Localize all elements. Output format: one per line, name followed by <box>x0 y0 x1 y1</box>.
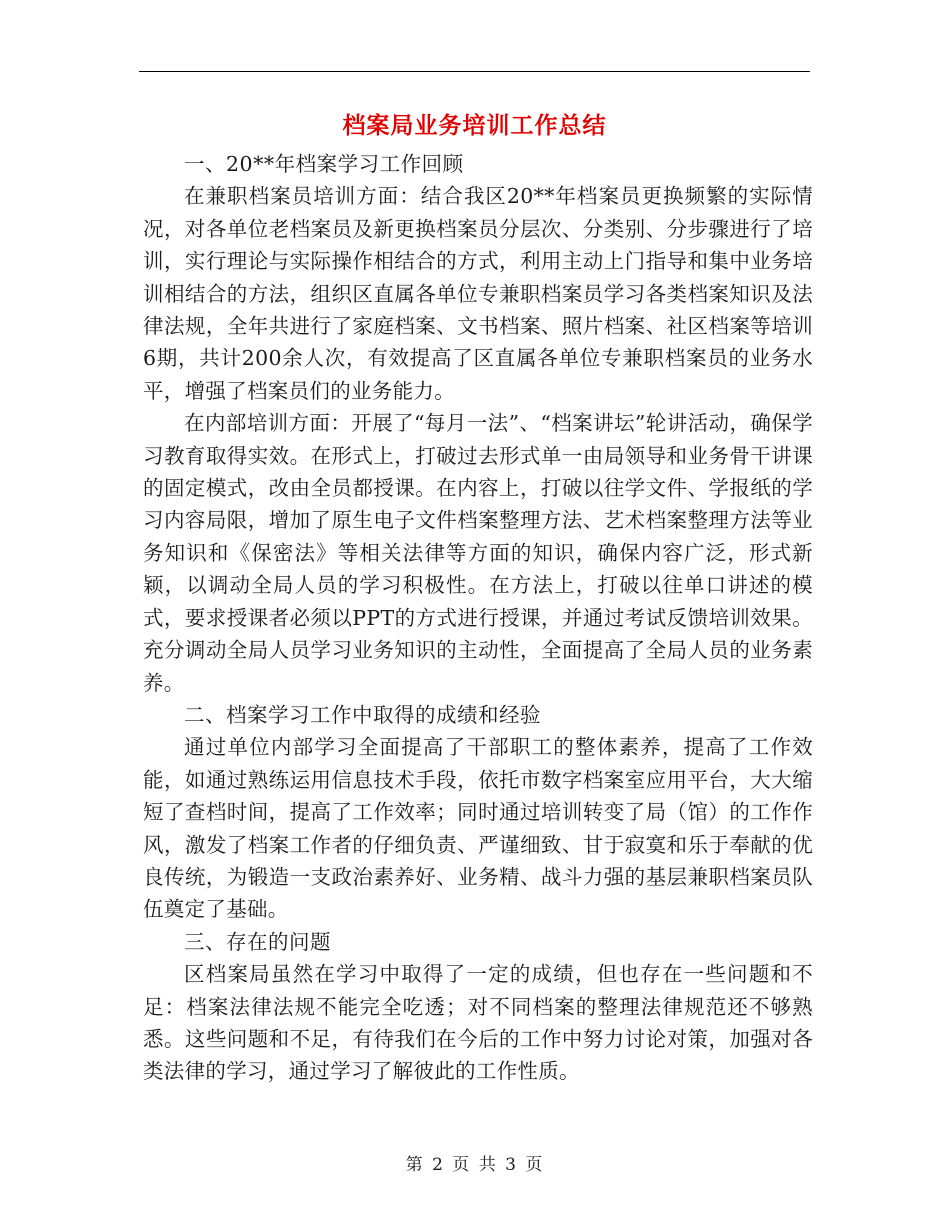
document-body <box>143 148 813 1088</box>
header-rule <box>139 71 810 72</box>
section-heading-3: 三、存在的问题 <box>184 929 331 954</box>
paragraph-parttime-training: 在兼职档案员培训方面：结合我区20**年档案员更换频繁的实际情况，对各单位老档案员及新更换档案员分层次、分类别、分步骤进行了培训，实行理论与实际操作相结合的方式，利用主动上门指导和集中业务培训相结合的方法，组织区直属各单位专兼职档案员学习各类档案知识及法律法规，全年共进行了家庭档案、文书档案、照片档案、社区档案等培训6期，共计200余人次，有效提高了区直属各单位专兼职档案员的业务水平，增强了档案员们的业务能力。 <box>143 184 813 403</box>
section-heading-1: 一、20**年档案学习工作回顾 <box>184 152 464 176</box>
page-number: 第 2 页 共 3 页 <box>405 1155 545 1175</box>
paragraph-problems: 区档案局虽然在学习中取得了一定的成绩，但也存在一些问题和不足：档案法律法规不能完全吃透；对不同档案的整理法律规范还不够熟悉。这些问题和不足，有待我们在今后的工作中努力讨论对策，加强对各类法律的学习，通过学习了解彼此的工作性质。 <box>143 962 813 1084</box>
section-heading-2: 二、档案学习工作中取得的成绩和经验 <box>184 702 541 727</box>
paragraph-internal-training: 在内部培训方面：开展了“每月一法”、“档案讲坛”轮讲活动，确保学习教育取得实效。在形式上，打破过去形式单一由局领导和业务骨干讲课的固定模式，改由全员都授课。在内容上，打破以往学文件、学报纸的学习内容局限，增加了原生电子文件档案整理方法、艺术档案整理方法等业务知识和《保密法》等相关法律等方面的知识，确保内容广泛，形式新颖，以调动全局人员的学习积极性。在方法上，打破以往单口讲述的模式，要求授课者必须以PPT的方式进行授课，并通过考试反馈培训效果。充分调动全局人员学习业务知识的主动性，全面提高了全局人员的业务素养。 <box>143 411 813 695</box>
paragraph-achievements: 通过单位内部学习全面提高了干部职工的整体素养，提高了工作效能，如通过熟练运用信息技术手段，依托市数字档案室应用平台，大大缩短了查档时间，提高了工作效率；同时通过培训转变了局（馆）的工作作风，激发了档案工作者的仔细负责、严谨细致、甘于寂寞和乐于奉献的优良传统，为锻造一支政治素养好、业务精、战斗力强的基层兼职档案员队伍奠定了基础。 <box>143 735 813 922</box>
document-title: 档案局业务培训工作总结 <box>342 112 607 139</box>
